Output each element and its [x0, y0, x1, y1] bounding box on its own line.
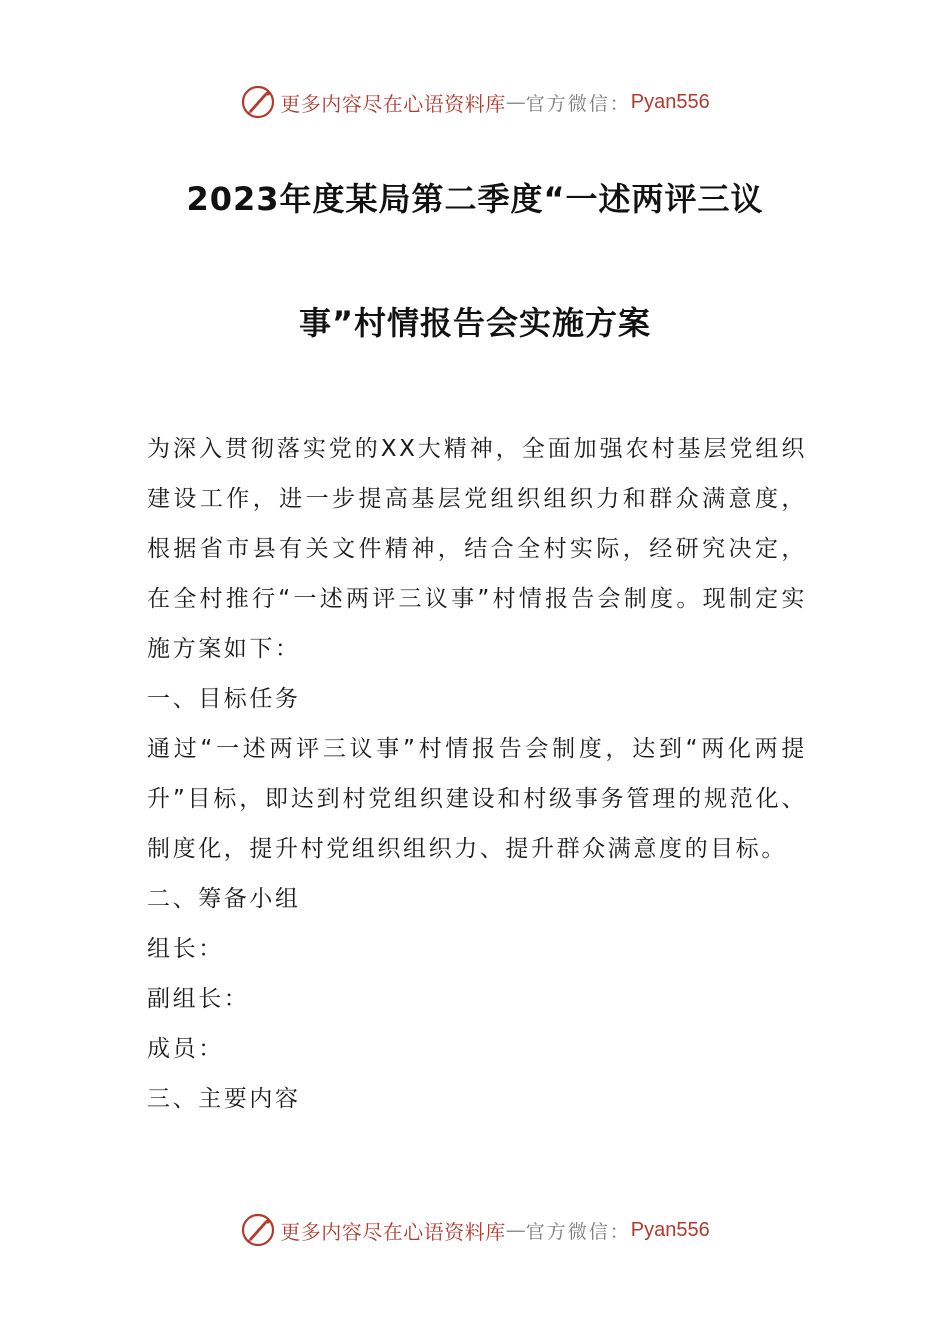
- deputy-leader-line: 副组长：: [147, 986, 250, 1012]
- watermark-wechat-id: Pyan556: [630, 1218, 710, 1241]
- section-1-paragraph: 通过“一述两评三议事”村情报告会制度，达到“两化两提升”目标，即达到村党组织建设和村级事务管理的规范化、制度化，提升村党组织组织力、提升群众满意度的目标。: [147, 736, 807, 862]
- quill-logo-icon: [240, 84, 276, 120]
- document-title-line-2: 事”村情报告会实施方案: [298, 304, 652, 342]
- watermark-separator: —: [505, 1218, 526, 1242]
- members-line: 成员：: [147, 1036, 224, 1062]
- watermark-banner-top: [0, 80, 950, 124]
- watermark-banner-bottom: [0, 1208, 950, 1252]
- watermark-text: 更多内容尽在心语资料库: [280, 1219, 506, 1244]
- watermark-wechat-label: 官方微信：: [525, 1220, 631, 1243]
- watermark-separator: —: [505, 90, 526, 114]
- section-1-heading: 一、目标任务: [147, 686, 301, 712]
- watermark-text: 更多内容尽在心语资料库: [280, 91, 506, 116]
- quill-logo-icon: [240, 1212, 276, 1248]
- document-title-line-1: 2023年度某局第二季度“一述两评三议: [186, 180, 764, 218]
- watermark-wechat-id: Pyan556: [630, 90, 710, 113]
- section-3-heading: 三、主要内容: [147, 1086, 301, 1112]
- watermark-wechat-label: 官方微信：: [525, 92, 631, 115]
- leader-line: 组长：: [147, 936, 224, 962]
- intro-paragraph: 为深入贯彻落实党的XX大精神，全面加强农村基层党组织建设工作，进一步提高基层党组织组织力和群众满意度，根据省市县有关文件精神，结合全村实际，经研究决定，在全村推行“一述两评三议事”村情报告会制度。现制定实施方案如下：: [147, 436, 807, 662]
- section-2-heading: 二、筹备小组: [147, 886, 301, 912]
- document-body: [147, 424, 807, 1124]
